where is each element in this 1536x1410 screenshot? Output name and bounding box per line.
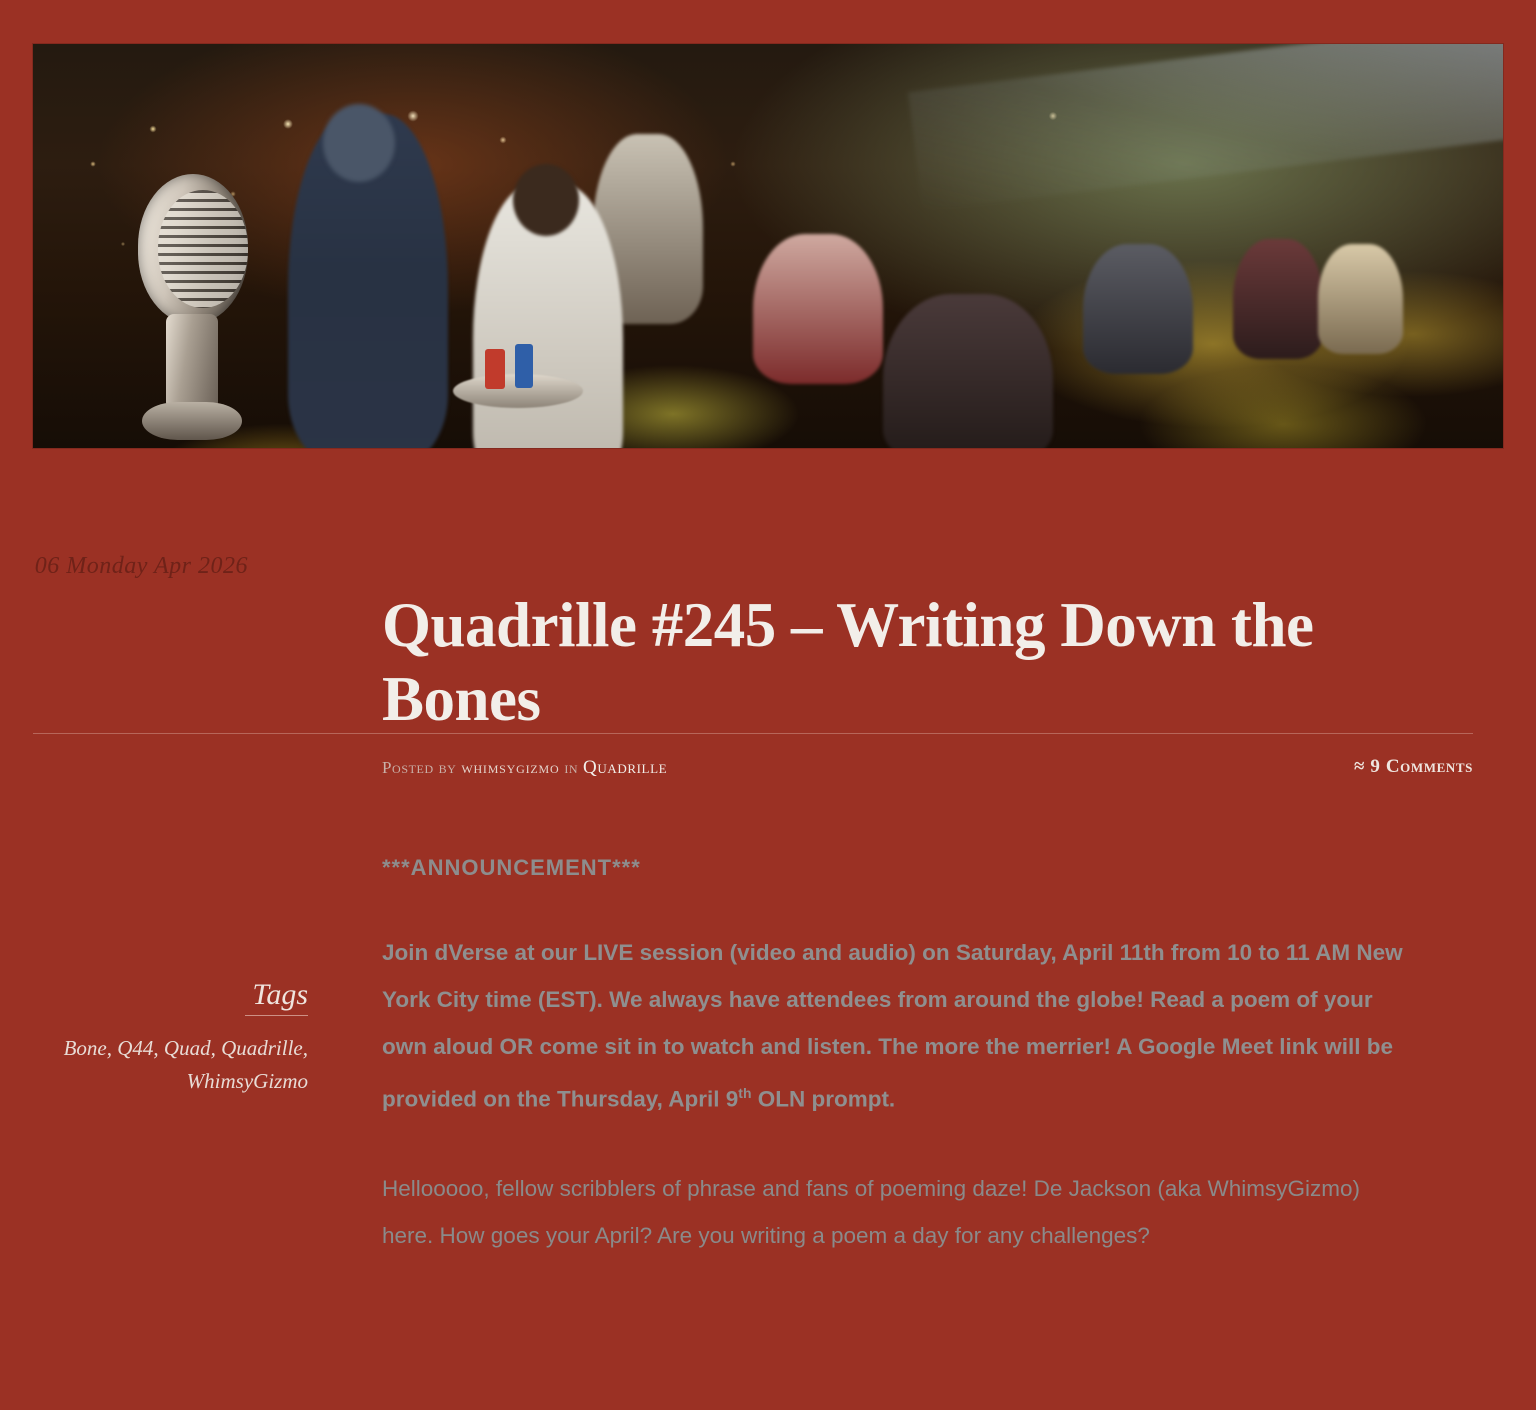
banner-figure-seated-pair [753,234,883,384]
banner-figure-woman-right [1233,239,1323,359]
microphone-grill [158,190,248,308]
vintage-microphone-icon [128,174,258,444]
byline-category-link[interactable]: Quadrille [583,757,668,778]
banner-figure-head-left [323,104,395,182]
comments-count-link[interactable]: ≈ 9 Comments [1354,756,1473,777]
intro-paragraph: Hellooooo, fellow scribblers of phrase and fans of poeming daze! De Jackson (aka WhimsyGizmo) here. How goes your April? Are you writing a poem a day for any challenges? [382,1175,1360,1248]
banner-red-cup [485,349,505,389]
microphone-head [138,174,248,324]
site-header-banner-image [33,44,1503,448]
post-content [382,855,1410,1281]
title-divider [33,733,1473,734]
byline-in-label: in [564,758,579,777]
post-date: 06 Monday Apr 2026 [34,553,248,579]
banner-figure-head-server [513,164,579,236]
byline [382,757,667,779]
tags-list[interactable]: Bone, Q44, Quad, Quadrille, WhimsyGizmo [63,1036,308,1093]
announcement-paragraph-tail: OLN prompt. [751,1086,896,1112]
microphone-body [166,314,218,410]
tags-heading-underline [245,1015,308,1016]
announcement-date-ordinal: th [738,1085,752,1101]
banner-figure-seated-dark [883,294,1053,448]
banner-figure-woman-far-right [1318,244,1403,354]
page-title: Quadrille #245 – Writing Down the Bones [382,590,1314,735]
announcement-paragraph-text: Join dVerse at our LIVE session (video and audio) on Saturday, April 11th from 10 to 11 AM New York City time (EST). We always have attendees from around the globe! Read a poem of your own aloud OR come sit in to watch and listen. The more the merrier! A Google Meet link will be provided on the Thursday, April 9 [382,940,1403,1112]
banner-blue-cup [515,344,533,388]
announcement-paragraph [382,929,1410,1123]
byline-posted-by-label: Posted by [382,758,457,777]
banner-figure-man-at-table [1083,244,1193,374]
byline-author-link[interactable]: whimsygizmo [461,758,560,777]
announcement-heading: ***ANNOUNCEMENT*** [382,855,641,880]
microphone-base [142,402,242,440]
tags-heading: Tags [252,978,308,1011]
